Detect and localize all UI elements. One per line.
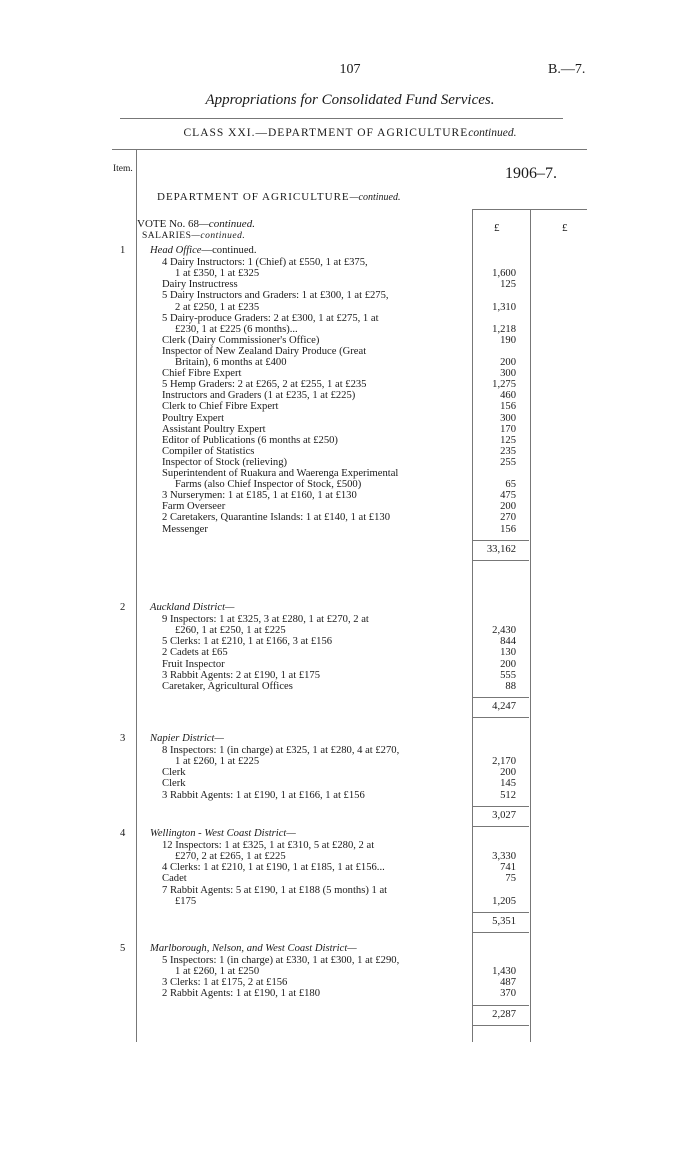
item-column-header: Item. — [113, 164, 133, 174]
row-description: Messenger — [162, 523, 208, 535]
subtotal-rule — [473, 697, 529, 698]
row-description: Clerk (Dairy Commissioner's Office) — [162, 334, 320, 346]
vote-heading: VOTE No. 68—continued. — [137, 218, 255, 230]
subtotal-rule — [473, 540, 529, 541]
section-heading — [150, 828, 296, 839]
row-amount: 255 — [500, 456, 516, 468]
total-column-rule — [530, 210, 531, 1042]
row-description: 3 Nurserymen: 1 at £185, 1 at £160, 1 at £130 — [162, 490, 357, 502]
row-description: £230, 1 at £225 (6 months)... — [175, 323, 298, 335]
section-heading — [150, 602, 234, 613]
row-amount: 1,430 — [492, 966, 516, 978]
salaries-heading: SALARIES—continued. — [142, 231, 246, 241]
item-number: 3 — [120, 733, 126, 744]
row-amount: 125 — [500, 434, 516, 446]
total-rule — [473, 826, 529, 827]
row-amount: 170 — [500, 423, 516, 435]
row-amount: 156 — [500, 523, 516, 535]
row-description: Assistant Poultry Expert — [162, 423, 266, 435]
item-number: 5 — [120, 943, 126, 954]
row-description: Caretaker, Agricultural Offices — [162, 680, 293, 692]
row-description: 9 Inspectors: 1 at £325, 3 at £280, 1 at £270, 2 at — [162, 614, 369, 626]
row-description: Farm Overseer — [162, 501, 226, 513]
row-amount: 65 — [505, 479, 516, 491]
row-description: £175 — [175, 895, 197, 907]
document-reference: B.—7. — [548, 62, 586, 77]
year-underline — [472, 209, 587, 210]
page-title: Appropriations for Consolidated Fund Services. — [205, 92, 495, 108]
row-description: 3 Clerks: 1 at £175, 2 at £156 — [162, 977, 288, 989]
row-description: 3 Rabbit Agents: 1 at £190, 1 at £166, 1 at £156 — [162, 789, 365, 801]
row-amount: 200 — [500, 658, 516, 670]
subtotal-rule — [473, 912, 529, 913]
row-description: 2 at £250, 1 at £235 — [175, 301, 260, 313]
subtotal-rule — [473, 806, 529, 807]
row-amount: 844 — [500, 636, 516, 648]
row-description: Inspector of New Zealand Dairy Produce (Great — [162, 345, 367, 357]
row-amount: 300 — [500, 412, 516, 424]
row-description: Instructors and Graders (1 at £235, 1 at £225) — [162, 390, 356, 402]
row-amount: 200 — [500, 501, 516, 513]
row-amount: 512 — [500, 789, 516, 801]
row-description: 3 Rabbit Agents: 2 at £190, 1 at £175 — [162, 669, 321, 681]
row-amount: 555 — [500, 669, 516, 681]
row-description: 1 at £260, 1 at £250 — [175, 966, 260, 978]
header-rule — [112, 149, 587, 150]
row-description: Editor of Publications (6 months at £250) — [162, 434, 338, 446]
row-amount: 270 — [500, 512, 516, 524]
row-description: £260, 1 at £250, 1 at £225 — [175, 625, 286, 637]
row-description: Clerk — [162, 767, 186, 779]
row-amount: 200 — [500, 767, 516, 779]
total-rule — [473, 932, 529, 933]
section-heading-text: Head Office — [150, 245, 202, 256]
row-amount: 2,430 — [492, 625, 516, 637]
row-description: 5 Dairy Instructors and Graders: 1 at £300, 1 at £275, — [162, 290, 389, 302]
row-amount: 741 — [500, 862, 516, 874]
row-amount: 1,310 — [492, 301, 516, 313]
row-description: Compiler of Statistics — [162, 445, 255, 457]
row-description: 2 Caretakers, Quarantine Islands: 1 at £140, 1 at £130 — [162, 512, 390, 524]
row-amount: 370 — [500, 988, 516, 1000]
total-rule — [473, 560, 529, 561]
row-description: 5 Hemp Graders: 2 at £265, 2 at £255, 1 at £235 — [162, 379, 367, 391]
row-description: 4 Dairy Instructors: 1 (Chief) at £550, 1 at £375, — [162, 257, 368, 269]
row-description: Clerk to Chief Fibre Expert — [162, 401, 279, 413]
section-heading-suffix: —continued. — [201, 245, 257, 256]
row-description: 5 Inspectors: 1 (in charge) at £330, 1 at £300, 1 at £290, — [162, 955, 400, 967]
section-total: 33,162 — [486, 543, 516, 555]
row-amount: 88 — [505, 680, 516, 692]
row-amount: 1,600 — [492, 268, 516, 280]
row-description: 2 Cadets at £65 — [162, 647, 228, 659]
row-description: Clerk — [162, 778, 186, 790]
section-total: 3,027 — [492, 809, 516, 821]
row-description: Fruit Inspector — [162, 658, 225, 670]
row-amount: 1,275 — [492, 379, 516, 391]
currency-header-total: £ — [562, 222, 568, 234]
department-heading: DEPARTMENT OF AGRICULTURE—continued. — [157, 191, 401, 203]
row-description: Dairy Instructress — [162, 279, 238, 291]
item-number: 1 — [120, 245, 126, 256]
total-rule — [473, 717, 529, 718]
section-total: 2,287 — [492, 1008, 516, 1020]
row-description: 1 at £260, 1 at £225 — [175, 756, 260, 768]
item-column-rule — [136, 149, 137, 1042]
page-number: 107 — [339, 62, 361, 77]
row-description: Britain), 6 months at £400 — [175, 357, 287, 368]
row-description: Farms (also Chief Inspector of Stock, £500) — [175, 479, 362, 491]
top-rule — [120, 118, 563, 119]
section-total: 5,351 — [492, 915, 516, 927]
section-heading-text: Marlborough, Nelson, and West Coast District— — [150, 943, 357, 954]
row-description: 8 Inspectors: 1 (in charge) at £325, 1 at £280, 4 at £270, — [162, 745, 400, 757]
item-number: 2 — [120, 602, 126, 613]
row-amount: 475 — [500, 490, 516, 502]
row-amount: 460 — [500, 390, 516, 402]
row-description: 1 at £350, 1 at £325 — [175, 268, 260, 280]
total-rule — [473, 1025, 529, 1026]
row-amount: 130 — [500, 647, 516, 659]
section-total: 4,247 — [492, 700, 516, 712]
item-number: 4 — [120, 828, 126, 839]
class-title: CLASS XXI.—DEPARTMENT OF AGRICULTUREcontinued. — [183, 127, 517, 139]
row-amount: 75 — [505, 873, 516, 885]
section-heading — [150, 943, 357, 954]
row-description: Inspector of Stock (relieving) — [162, 456, 288, 468]
section-heading — [150, 245, 257, 256]
row-description: 7 Rabbit Agents: 5 at £190, 1 at £188 (5 months) 1 at — [162, 884, 388, 896]
row-description: £270, 2 at £265, 1 at £225 — [175, 851, 286, 863]
row-amount: 300 — [500, 368, 516, 380]
section-heading-text: Napier District— — [150, 733, 224, 744]
row-amount: 235 — [500, 445, 516, 457]
row-description: 4 Clerks: 1 at £210, 1 at £190, 1 at £185, 1 at £156... — [162, 862, 385, 874]
row-amount: 487 — [500, 977, 516, 989]
row-description: 2 Rabbit Agents: 1 at £190, 1 at £180 — [162, 988, 321, 1000]
row-amount: 200 — [500, 357, 516, 368]
row-amount: 1,218 — [492, 323, 516, 335]
row-description: Superintendent of Ruakura and Waerenga Experimental — [162, 468, 399, 479]
row-amount: 190 — [500, 334, 516, 346]
currency-header-amount: £ — [494, 222, 500, 234]
row-amount: 145 — [500, 778, 516, 790]
row-amount: 156 — [500, 401, 516, 413]
row-amount: 125 — [500, 279, 516, 291]
row-amount: 2,170 — [492, 756, 516, 768]
row-description: 5 Dairy-produce Graders: 2 at £300, 1 at £275, 1 at — [162, 312, 379, 324]
year-header: 1906–7. — [505, 165, 557, 182]
section-heading — [150, 733, 224, 744]
subtotal-rule — [473, 1005, 529, 1006]
section-heading-text: Wellington - West Coast District— — [150, 828, 296, 839]
row-amount: 3,330 — [492, 851, 516, 863]
row-description: Cadet — [162, 873, 187, 885]
row-amount: 1,205 — [492, 895, 516, 907]
row-description: Chief Fibre Expert — [162, 368, 242, 380]
row-description: Poultry Expert — [162, 412, 225, 424]
row-description: 12 Inspectors: 1 at £325, 1 at £310, 5 at £280, 2 at — [162, 840, 375, 852]
section-heading-text: Auckland District— — [150, 602, 235, 613]
row-description: 5 Clerks: 1 at £210, 1 at £166, 3 at £156 — [162, 636, 333, 648]
